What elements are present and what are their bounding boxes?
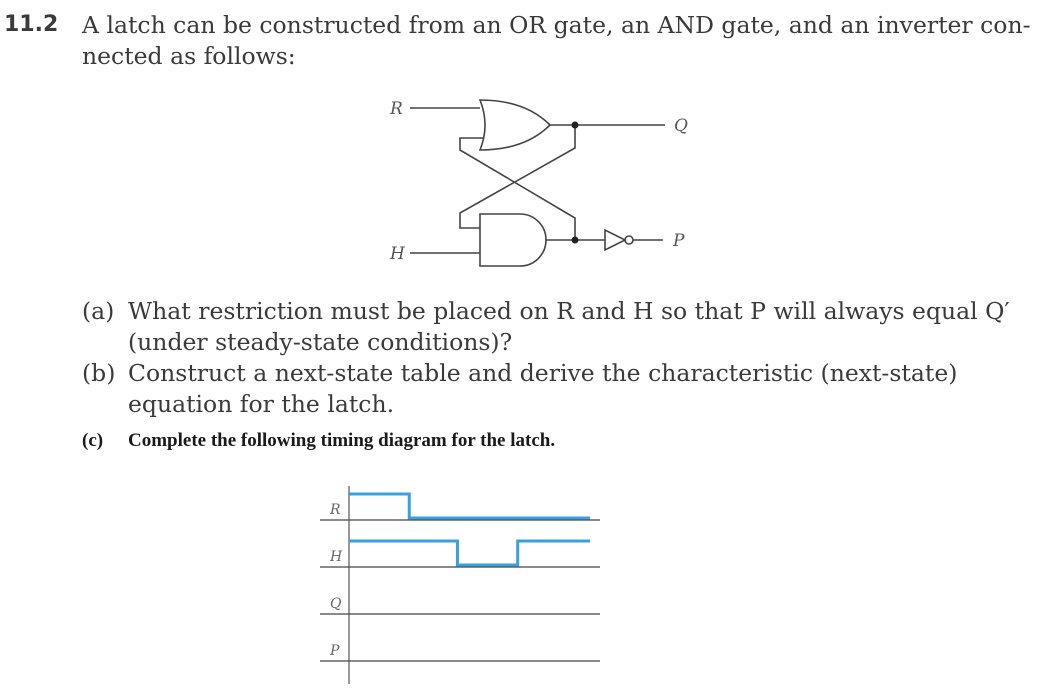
and-out-junction-dot (572, 237, 579, 244)
part-c (82, 430, 555, 452)
timing-label-r: R (330, 502, 341, 518)
timing-waveform-h (349, 541, 590, 565)
part-c-label: (c) (82, 430, 104, 451)
label-r: R (390, 99, 403, 119)
part-c-text: Complete the following timing diagram for the latch. (128, 430, 556, 451)
latch-circuit-diagram (380, 88, 710, 273)
question-parts (82, 296, 1032, 420)
q-junction-dot (572, 122, 579, 129)
timing-label-p: P (330, 643, 340, 659)
part-b-label: (b) (82, 359, 116, 387)
part-a-label: (a) (82, 297, 115, 325)
part-a (82, 296, 1032, 358)
timing-label-q: Q (330, 596, 342, 612)
problem-statement (82, 10, 1032, 72)
problem-statement-line-2: nected as follows: (82, 42, 296, 70)
part-b (82, 358, 1032, 420)
and-gate (480, 214, 546, 266)
inverter-gate (605, 230, 625, 250)
label-h: H (390, 244, 405, 264)
problem-number: 11.2 (4, 12, 59, 37)
or-gate (480, 100, 550, 150)
timing-label-h: H (330, 549, 343, 565)
part-b-text: Construct a next-state table and derive the characteristic (next-state) equation for the latch. (128, 359, 958, 418)
part-a-text: What restriction must be placed on R and H so that P will always equal Q′ (under steady-state conditions)? (128, 297, 1010, 356)
timing-waveform-r (349, 494, 590, 518)
q-feedback-wire (460, 125, 575, 228)
problem-statement-line-1: A latch can be constructed from an OR gate, an AND gate, and an inverter con- (82, 11, 1031, 39)
label-p: P (673, 231, 685, 251)
timing-diagram (300, 478, 610, 688)
and-feedback-wire (460, 138, 575, 240)
label-q: Q (674, 116, 688, 136)
